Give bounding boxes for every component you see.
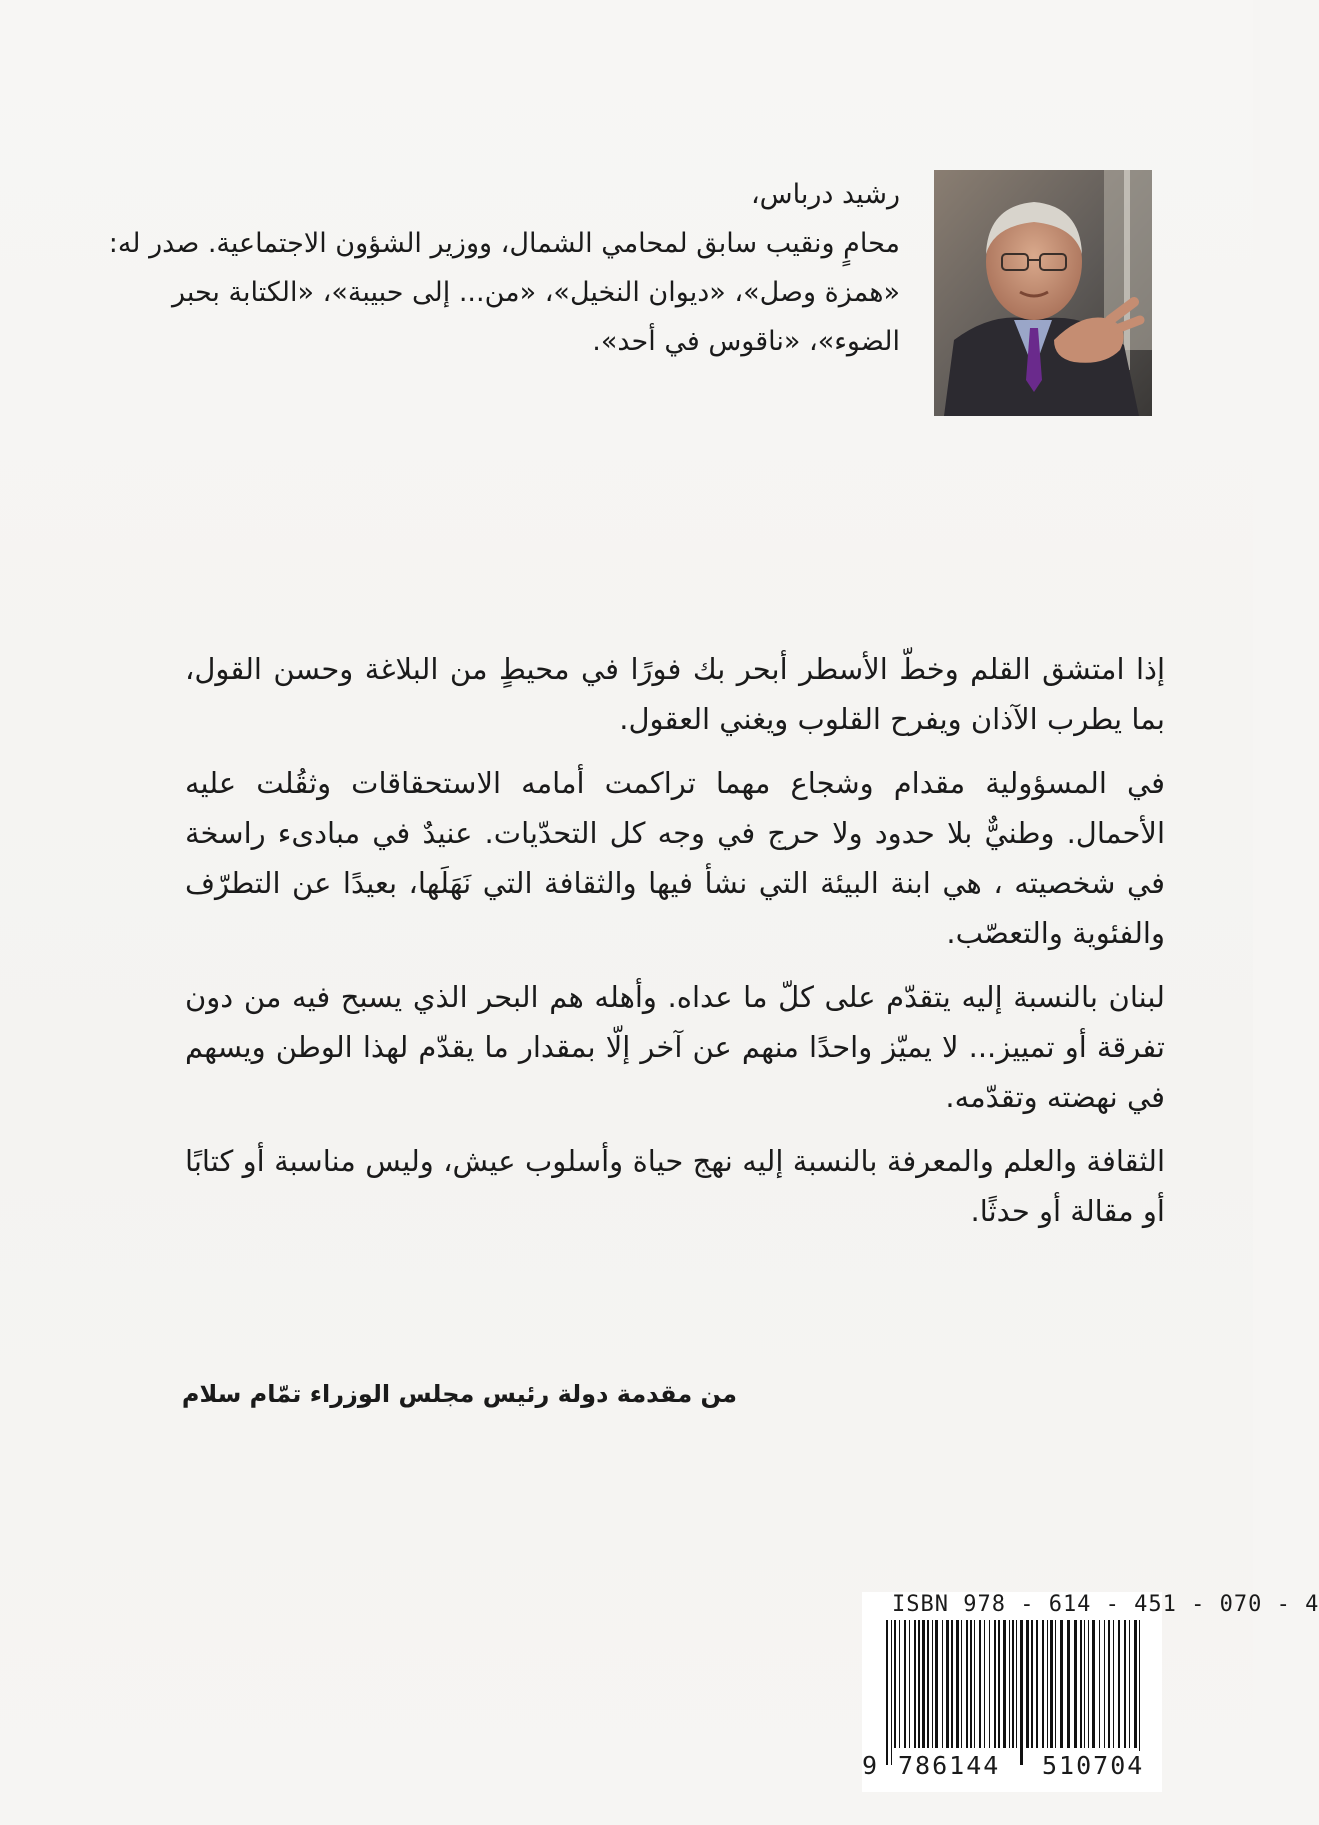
barcode-bar (904, 1620, 906, 1748)
barcode-bar (1036, 1620, 1038, 1748)
barcode-bar (914, 1620, 916, 1748)
author-portrait-image (934, 170, 1152, 416)
barcode-bar (922, 1620, 925, 1748)
barcode-bar (1009, 1620, 1010, 1748)
barcode-bar (1050, 1620, 1053, 1748)
barcode-bar (1092, 1620, 1095, 1748)
bio-line: الضوء»، «ناقوس في أحد». (592, 326, 900, 357)
barcode-bar (1104, 1620, 1105, 1748)
barcode-bar (1074, 1620, 1077, 1748)
barcode-bar (1080, 1620, 1082, 1748)
blurb-paragraph: لبنان بالنسبة إليه يتقدّم على كلّ ما عداه. وأهله هم البحر الذي يسبح فيه من دون تفرقة أو تمييز... لا يميّز واحدًا منهم عن آخر إلّا بمقدار ما يقدّم لهذا الوطن ويسهم في نهضته وتقدّمه. (185, 980, 1165, 1114)
barcode-bar (1055, 1620, 1056, 1748)
bio-line: «همزة وصل»، «ديوان النخيل»، «من... إلى حبيبة»، «الكتابة بحبر (171, 277, 900, 308)
barcode-bar (1060, 1620, 1063, 1748)
barcode-bar (1031, 1620, 1033, 1748)
barcode-bar (951, 1620, 953, 1748)
barcode-bar (1084, 1620, 1085, 1748)
barcode-bar (909, 1620, 910, 1748)
barcode-bar (935, 1620, 938, 1748)
isbn-label: ISBN 978 - 614 - 451 - 070 - 4 (892, 1592, 1319, 1617)
blurb-paragraph: إذا امتشق القلم وخطّ الأسطر أبحر بك فورًا في محيطٍ من البلاغة وحسن القول، بما يطرب الآذان ويفرح القلوب ويغني العقول. (185, 652, 1165, 736)
barcode-bar (966, 1620, 968, 1748)
barcode-bar (1012, 1620, 1014, 1748)
barcode-bar (946, 1620, 949, 1748)
barcode-bar (956, 1620, 959, 1748)
barcode-bar (942, 1620, 943, 1748)
barcode-bar (1129, 1620, 1130, 1748)
barcode-bar (894, 1620, 896, 1748)
barcode-bar (927, 1620, 929, 1748)
barcode-bar (1108, 1620, 1110, 1748)
barcode-bar (1124, 1620, 1126, 1748)
barcode-bar (1047, 1620, 1048, 1748)
barcode-bar (891, 1620, 892, 1765)
barcode-bar (1134, 1620, 1137, 1748)
barcode-bar (899, 1620, 900, 1748)
barcode-bar (1118, 1620, 1120, 1748)
isbn-barcode-block (862, 1592, 1319, 1792)
barcode-bar (989, 1620, 990, 1748)
bio-line: رشيد درباس، (750, 179, 900, 210)
barcode-bar (961, 1620, 962, 1748)
barcode-bar (1042, 1620, 1044, 1748)
barcode-bar (1020, 1620, 1023, 1765)
barcode-bar (1099, 1620, 1100, 1748)
barcode-bar (932, 1620, 933, 1748)
barcode-bar (1003, 1620, 1006, 1748)
barcode-bar (1113, 1620, 1114, 1748)
barcode-bar (886, 1620, 888, 1765)
barcode-bar (984, 1620, 985, 1748)
barcode-bar (1016, 1620, 1017, 1748)
bio-line: محامٍ ونقيب سابق لمحامي الشمال، ووزير الشؤون الاجتماعية. صدر له: (108, 228, 900, 259)
barcode-bar (970, 1620, 972, 1748)
barcode-digits-left: 786144 (898, 1751, 1001, 1780)
barcode-bar (1139, 1620, 1140, 1765)
barcode-bar (979, 1620, 981, 1748)
barcode-bar (1067, 1620, 1070, 1748)
blurb-text (185, 644, 1165, 1250)
author-bio (108, 170, 900, 366)
barcode-bar (994, 1620, 996, 1748)
barcode-bar (998, 1620, 1000, 1748)
barcode-icon (880, 1620, 1150, 1765)
barcode-bar (1026, 1620, 1029, 1748)
author-photo (934, 170, 1152, 416)
blurb-paragraph: في المسؤولية مقدام وشجاع مهما تراكمت أمامه الاستحقاقات وثقُلت عليه الأحمال. وطنيٌّ بلا حدود ولا حرج في وجه كل التحدّيات. عنيدٌ في مبادىء راسخة في شخصيته ، هي ابنة البيئة التي نشأ فيها والثقافة التي نَهَلَها، بعيدًا عن التطرّف والفئوية والتعصّب. (185, 766, 1165, 950)
barcode-bar (1088, 1620, 1089, 1748)
blurb-paragraph: الثقافة والعلم والمعرفة بالنسبة إليه نهج حياة وأسلوب عيش، وليس مناسبة أو كتابًا أو مقالة أو حدثًا. (185, 1144, 1165, 1228)
quote-attribution: من مقدمة دولة رئيس مجلس الوزراء تمّام سلام (181, 1380, 737, 1408)
barcode-bar (918, 1620, 920, 1748)
barcode-bar (974, 1620, 975, 1748)
barcode-digit-first: 9 (862, 1751, 880, 1780)
barcode-digits-right: 510704 (1042, 1751, 1145, 1780)
